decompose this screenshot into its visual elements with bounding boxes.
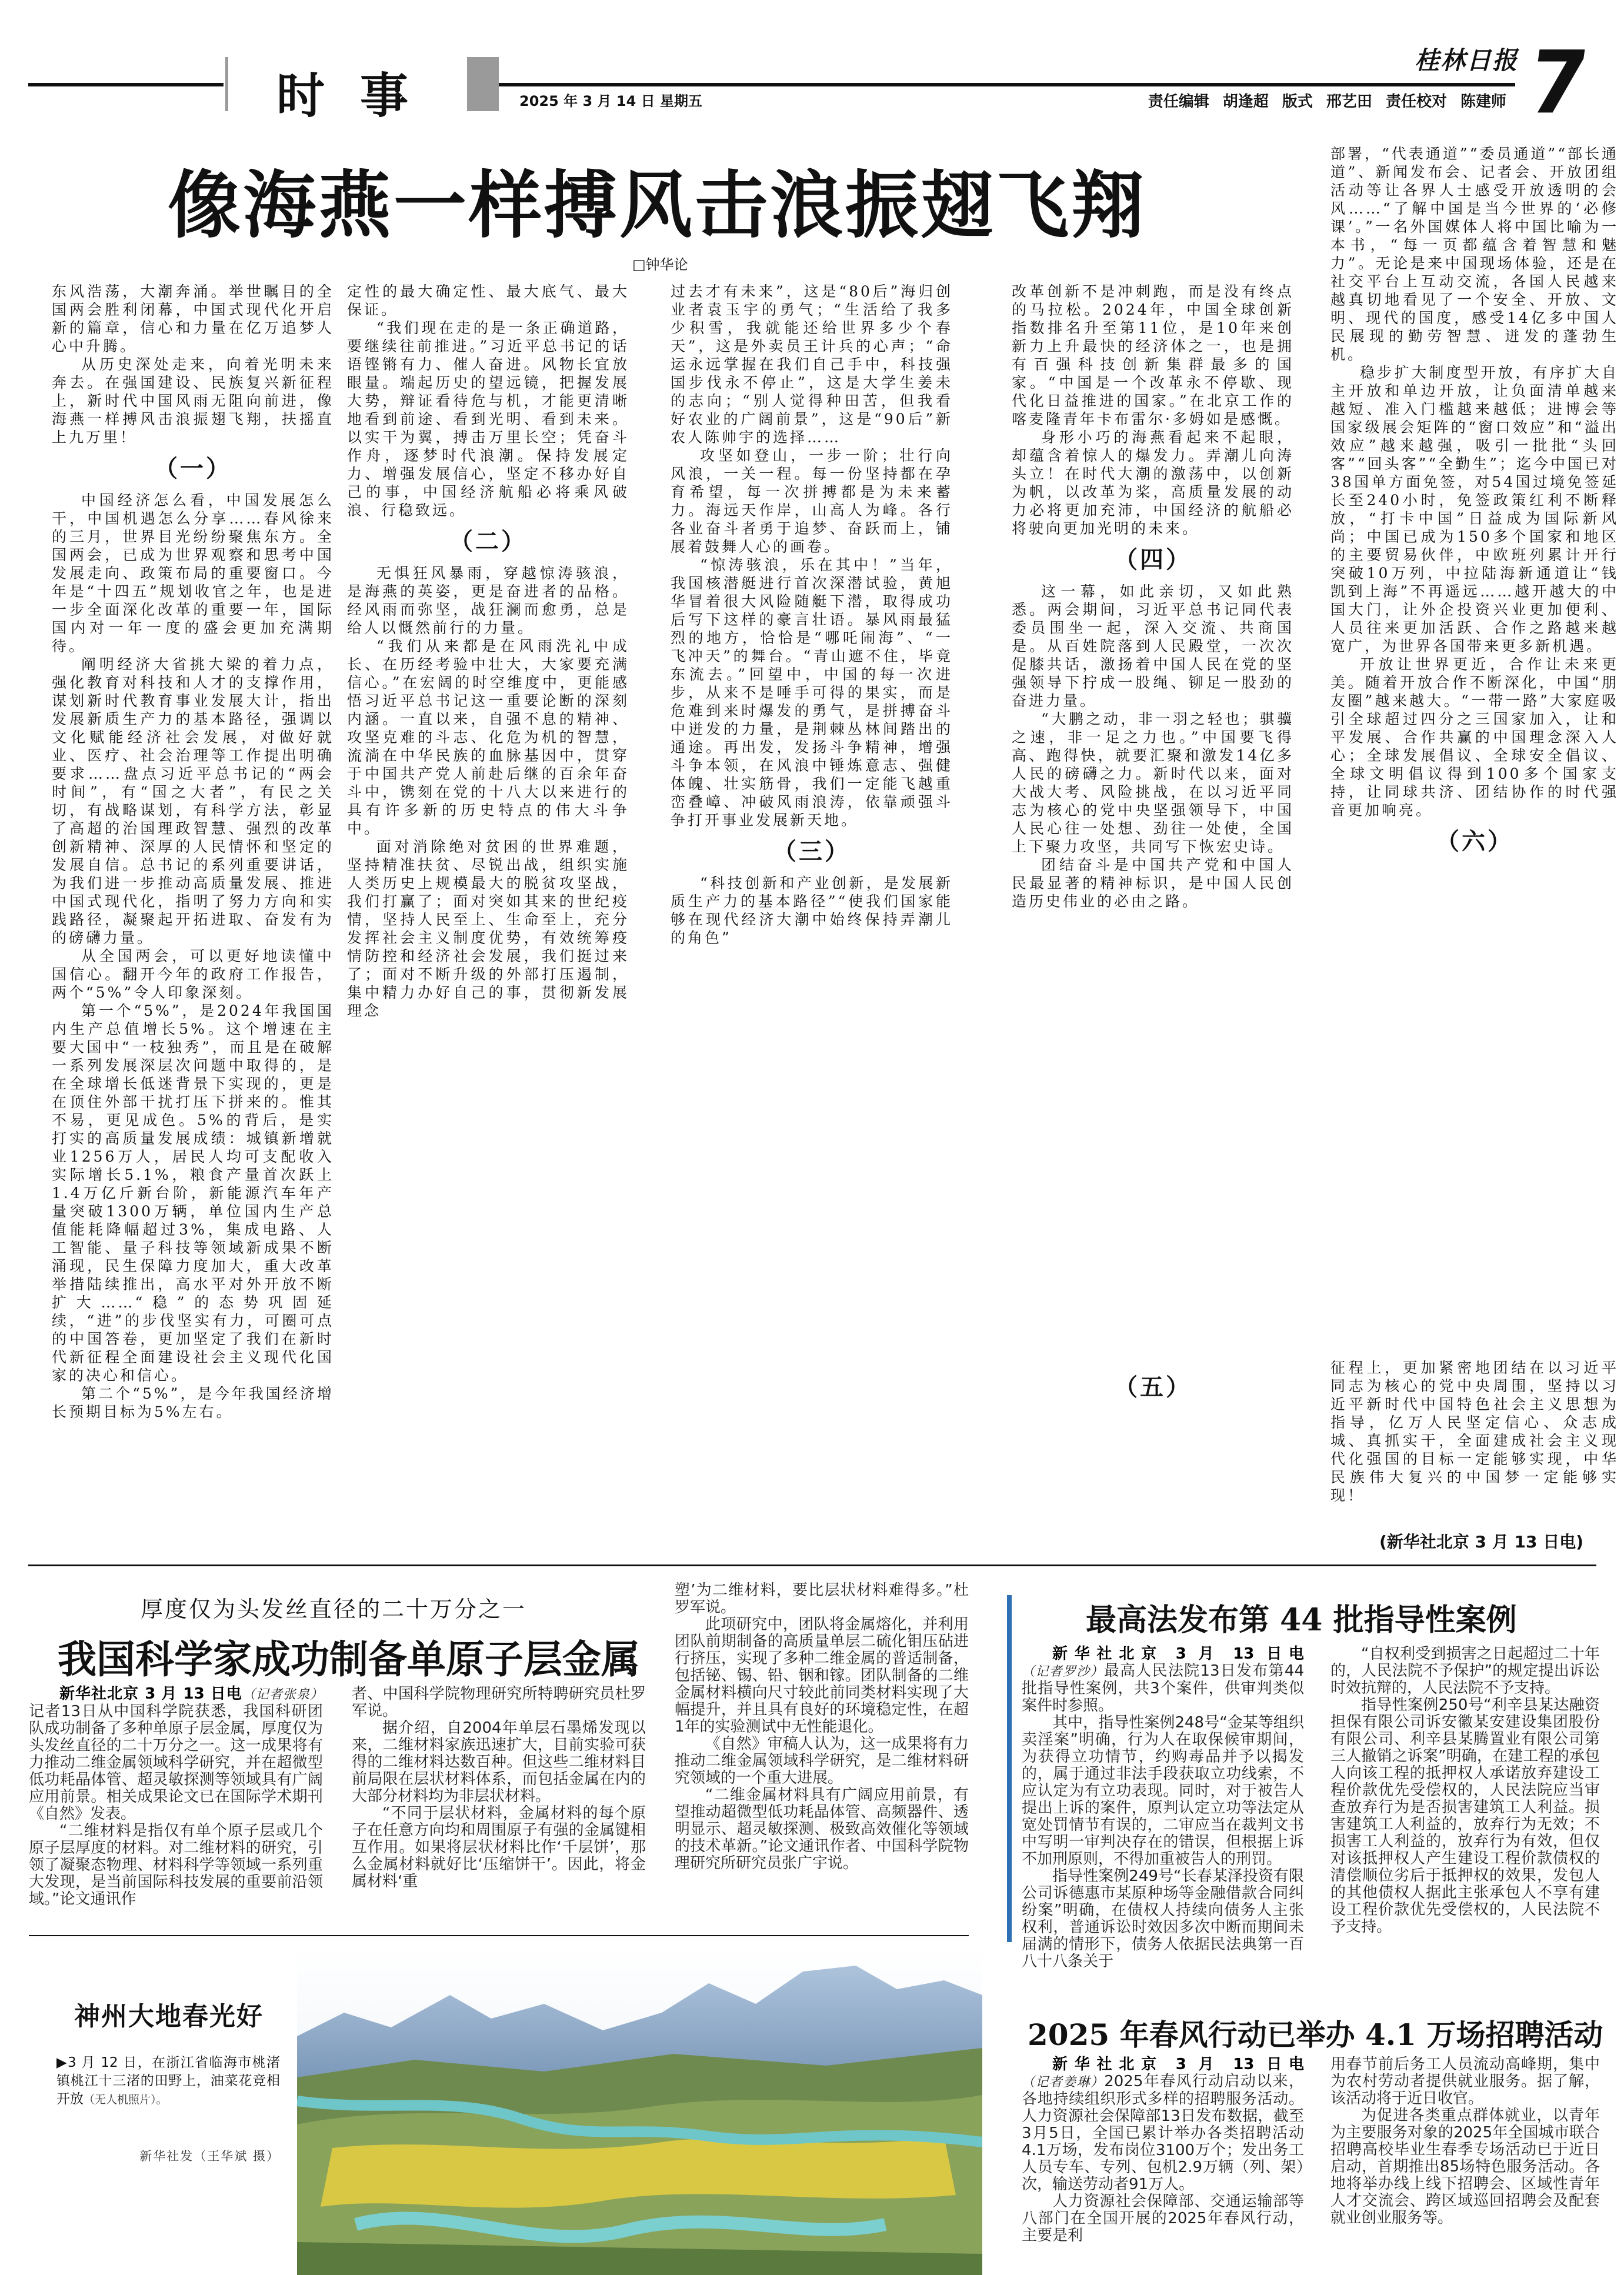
paragraph: 指导性案例250号“利辛县某达融资担保有限公司诉安徽某安建设集团股份有限公司、利辛县某腾置业有限公司第三人撤销之诉案”明确，在建工程的承包人向该工程的抵押权人承诺放弃建设工程价款优先受偿权的，人民法院应当审查放弃行为是否损害建筑工人利益。损害建筑工人利益的，放弃行为无效；不损害工人利益的，放弃行为有效，但仅对该抵押权人产生建设工程价款债权的清偿顺位劣后于抵押权的效果，发包人的其他债权人据此主张承包人不享有建设工程价款优先受偿权的，人民法院不予支持。	[1330, 1696, 1600, 1936]
dateline: 新华社北京 3 月 13 日电	[59, 1685, 242, 1703]
paragraph: 此项研究中，团队将金属熔化，并利用团队前期制备的高质量单层二硫化钼压砧进行挤压，实现了多种二维金属的普适制备，包括铋、锡、铅、铟和镓。团队制备的二维金属材料横向尺寸较此前同类材料实现了大幅提升，并且具有良好的环境稳定性，在超1年的实验测试中无性能退化。	[675, 1616, 969, 1736]
reporter-credit: （记者罗沙）	[1022, 1664, 1104, 1679]
commentary-column-5	[1330, 145, 1619, 819]
closing-paragraph: 征程上，更加紧密地团结在以习近平同志为核心的党中央周围，坚持以习近平新时代中国特色社会主义思想为指导，亿万人民坚定信心、众志成城、真抓实干，全面建成社会主义现代化强国的目标一定能够实现，中华民族伟大复兴的中国梦一定能够实现！	[1330, 1359, 1619, 1504]
science-title: 我国科学家成功制备单原子层金属	[58, 1636, 640, 1682]
paragraph: 过去才有未来”，这是“80后”海归创业者袁玉宇的勇气；“生活给了我多少积雪，我就能还给世界多少个春天”，这是外卖员王计兵的心声；“命运永远掌握在我们自己手中，科技强国步伐永不停止”，这是大学生姜未的志向；“别人觉得种田苦，但我看好农业的广阔前景”，这是“90后”新农人陈帅宇的选择……	[671, 283, 953, 446]
paragraph: 人力资源社会保障部、交通运输部等八部门在全国开展的2025年春风行动，主要是利	[1022, 2193, 1304, 2244]
paragraph: “不同于层状材料，金属材料的每个原子在任意方向均和周围原子有强的金属键相互作用。如果将层状材料比作‘千层饼’，那么金属材料就好比‘压缩饼干’。因此，将金属材料‘重	[352, 1804, 646, 1890]
paragraph: 改革创新不是冲刺跑，而是没有终点的马拉松。2024年，中国全球创新指数排名升至第11位，是10年来创新力上升最快的经济体之一，也是拥有百强科技创新集群最多的国家。“中国是一个改革永不停歇、现代化日益推进的国家。”在北京工作的喀麦隆青年卡布雷尔·多姆如是感慨。	[1012, 283, 1294, 428]
paragraph: 团结奋斗是中国共产党和中国人民最显著的精神标识，是中国人民创造历史伟业的必由之路。	[1012, 856, 1294, 910]
issue-date: 2025 年 3 月 14 日 星期五	[519, 93, 703, 109]
science-column-3	[675, 1582, 969, 1872]
paragraph: 这一幕，如此亲切，又如此熟悉。两会期间，习近平总书记同代表委员围坐一起，深入交流、共商国是。从百姓院落到人民殿堂，一次次促膝共话，激扬着中国人民在党的坚强领导下拧成一股绳、铆足一股劲的奋进力量。	[1012, 583, 1294, 709]
rapeseed-field-aerial-photo	[297, 1948, 982, 2275]
science-column-2	[352, 1686, 646, 1890]
paragraph: 第二个“5%”，是今年我国经济增长预期目标为5%左右。	[52, 1385, 334, 1420]
photo-credit: 新华社发（王华斌 摄）	[139, 2149, 280, 2163]
jobs-column-2	[1330, 2056, 1600, 2227]
photo-caption	[56, 2054, 280, 2109]
court-title: 最高法发布第 44 批指导性案例	[1086, 1602, 1517, 1638]
paragraph: 部署，“代表通道”“委员通道”“部长通道”、新闻发布会、记者会、开放团组活动等让各界人士感受开放透明的会风……“了解中国是当今世界的‘必修课’。”一名外国媒体人将中国比喻为一本书，“每一页都蕴含着智慧和魅力”。无论是来中国现场体验，还是在社交平台上互动交流，各国人民越来越真切地看见了一个安全、开放、文明、现代的国度，感受14亿多中国人民展现的勤劳智慧、迸发的蓬勃生机。	[1330, 145, 1619, 363]
section-heading: （一）	[154, 455, 232, 482]
commentary-byline: □钟华论	[632, 256, 688, 273]
commentary-column-2	[347, 282, 629, 1020]
paragraph: 从历史深处走来，向着光明未来奔去。在强国建设、民族复兴新征程上，新时代中国风雨无阻向前进，像海燕一样搏风击浪振翅飞翔，扶摇直上九万里！	[52, 356, 334, 446]
caption-text: ▶3 月 12 日，在浙江省临海市桃渚镇桃江十三渚的田野上，油菜花竞相开放	[56, 2055, 280, 2107]
reporter-credit: （记者张泉）	[242, 1687, 323, 1702]
commentary-end-byline: (新华社北京 3 月 13 日电)	[1379, 1532, 1584, 1552]
section-heading-five: （五）	[1114, 1374, 1192, 1401]
paragraph: 开放让世界更近，合作让未来更美。随着开放合作不断深化，中国“朋友圈”越来越大。“一带一路”大家庭吸引全球超过四分之三国家加入，让和平发展、合作共赢的中国理念深入人心；全球发展倡议、全球安全倡议、全球文明倡议得到100多个国家支持，让同球共济、团结协作的时代强音更加响亮。	[1330, 656, 1619, 819]
paragraph: “二维材料是指仅有单个原子层或几个原子层厚度的材料。对二维材料的研究，引领了凝聚态物理、材料科学等领域一系列重大发现，是当前国际科技发展的重要前沿领域。”论文通讯作	[29, 1822, 323, 1908]
jobs-title: 2025 年春风行动已举办 4.1 万场招聘活动	[1028, 2017, 1603, 2052]
paragraph: 面对消除绝对贫困的世界难题，坚持精准扶贫、尽锐出战，组织实施人类历史上规模最大的脱贫攻坚战，我们打赢了；面对突如其来的世纪疫情，坚持人民至上、生命至上，充分发挥社会主义制度优势，有效统筹疫情防控和经济社会发展，我们挺过来了；面对不断升级的外部打压遏制，集中精力办好自己的事，贯彻新发展理念	[347, 838, 629, 1019]
commentary-column-4	[1012, 282, 1294, 910]
commentary-headline: 像海燕一样搏风击浪振翅飞翔	[168, 164, 1147, 248]
commentary-closing	[1330, 1359, 1619, 1505]
section-heading: （四）	[1114, 546, 1192, 573]
section-heading: （三）	[773, 838, 851, 865]
science-subtitle: 厚度仅为头发丝直径的二十万分之一	[141, 1596, 527, 1622]
caption-note: （无人机照片）。	[84, 2093, 168, 2106]
paragraph: 记者13日从中国科学院获悉，我国科研团队成功制备了多种单原子层金属，厚度仅为头发丝直径的二十万分之一。这一成果将有力推动二维金属领域科学研究，并在超微型低功耗晶体管、超灵敏探测等领域具有广阔应用前景。相关成果论文已在国际学术期刊《自然》发表。	[29, 1703, 323, 1823]
paragraph: 第一个“5%”，是2024年我国国内生产总值增长5%。这个增速在主要大国中“一枝独秀”，而且是在破解一系列发展深层次问题中取得的，是在全球增长低迷背景下实现的，更是在顶住外部干扰打压下拼来的。惟其不易，更见成色。5%的背后，是实打实的高质量发展成绩：城镇新增就业1256万人，居民人均可支配收入实际增长5.1%，粮食产量首次跃上1.4万亿斤新台阶，新能源汽车年产量突破1300万辆，单位国内生产总值能耗降幅超过3%，集成电路、人工智能、量子科技等领域新成果不断涌现，民生保障力度加大，重大改革举措陆续推出，高水平对外开放不断扩大……“稳”的态势巩固延续，“进”的步伐坚实有力，可圈可点的中国答卷，更加坚定了我们在新时代新征程全面建设社会主义现代化国家的决心和信心。	[52, 1002, 334, 1384]
paragraph: 东风浩荡，大潮奔涌。举世瞩目的全国两会胜利闭幕，中国式现代化开启新的篇章，信心和力量在亿万追梦人心中升腾。	[52, 283, 334, 355]
paragraph: “科技创新和产业创新，是发展新质生产力的基本路径”“使我们国家能够在现代经济大潮中始终保持弄潮儿的角色”	[671, 875, 953, 946]
section-heading: （二）	[449, 528, 527, 555]
dateline: 新华社北京 3 月 13 日电	[1052, 2056, 1304, 2073]
commentary-column-5-wrapper	[1330, 145, 1619, 864]
header-rule-left	[28, 83, 224, 86]
header-gray-bar	[467, 57, 499, 111]
science-column-1	[29, 1686, 323, 1908]
dateline: 新华社北京 3 月 13 日电	[1052, 1645, 1304, 1663]
page-number: 7	[1522, 32, 1594, 134]
header-divider	[225, 57, 228, 111]
newspaper-logo: 桂林日报	[1415, 46, 1519, 75]
paragraph: 2025年春风行动启动以来，各地持续组织形式多样的招聘服务活动。人力资源社会保障部13日发布数据，截至3月5日，全国已累计举办各类招聘活动4.1万场，发布岗位3100万个；发出务工人员专车、专列、包机2.9万辆（列、架）次，输送劳动者91万人。	[1022, 2073, 1304, 2193]
paragraph: 最高人民法院13日发布第44批指导性案例，共3个案件，供审判类似案件时参照。	[1022, 1662, 1304, 1714]
paragraph: 中国经济怎么看，中国发展怎么干，中国机遇怎么分享……春风徐来的三月，世界目光纷纷聚焦东方。全国两会，已成为世界观察和思考中国发展走向、政策布局的重要窗口。今年是“十四五”规划收官之年，也是进一步全面深化改革的重要一年，国际国内对一年一度的盛会更加充满期待。	[52, 492, 334, 655]
paragraph: 稳步扩大制度型开放，有序扩大自主开放和单边开放，让负面清单越来越短、准入门槛越来越低；进博会等国家级展会矩阵的“窗口效应”和“溢出效应”越来越强，吸引一批批“头回客”“回头客”“全勤生”；迄今中国已对38国单方面免签，对54国过境免签延长至240小时，免签政策红利不断释放，“打卡中国”日益成为国际新风尚；中国已成为150多个国家和地区的主要贸易伙伴，中欧班列累计开行突破10万列，中拉陆海新通道让“钱凯到上海”不再遥远……越开越大的中国大门，让外企投资兴业更加便利、人员往来更加活跃、合作之路越来越宽广，为世界各国带来更多新机遇。	[1330, 364, 1619, 655]
paragraph: 其中，指导性案例248号“金某等组织卖淫案”明确，行为人在取保候审期间，为获得立功情节，约购毒品并予以揭发的，属于通过非法手段获取立功线索，不应认定为有立功表现。同时，对于被告人提出上诉的案件，原判认定立功等法定从宽处罚情节有误的，二审应当在裁判文书中写明一审判决存在的错误，但根据上诉不加刑原则，不得加重被告人的刑罚。	[1022, 1714, 1304, 1868]
paragraph: 用春节前后务工人员流动高峰期，集中为农村劳动者提供就业服务。据了解，该活动将于近日收官。	[1330, 2056, 1600, 2107]
paragraph: “自权利受到损害之日起超过二十年的，人民法院不予保护”的规定提出诉讼时效抗辩的，人民法院不予支持。	[1330, 1645, 1600, 1697]
paragraph: 身形小巧的海燕看起来不起眼，却蕴含着惊人的爆发力。弄潮儿向涛头立！在时代大潮的激荡中，以创新为帆，以改革为桨，高质量发展的动力必将更加充沛，中国经济的航船必将驶向更加光明的未来。	[1012, 429, 1294, 537]
paragraph: 《自然》审稿人认为，这一成果将有力推动二维金属领域科学研究，是二维材料研究领域的一个重大进展。	[675, 1735, 969, 1787]
paragraph: “我们从来都是在风雨洗礼中成长、在历经考验中壮大，大家要充满信心。”在宏阔的时空维度中，更能感悟习近平总书记这一重要论断的深刻内涵。一直以来，自强不息的精神、攻坚克难的斗志、化危为机的智慧，流淌在中华民族的血脉基因中，贯穿于中国共产党人前赴后继的百余年奋斗中，镌刻在党的十八大以来进行的具有许多新的历史特点的伟大斗争中。	[347, 638, 629, 837]
paragraph: 攻坚如登山，一步一阶；壮行向风浪，一关一程。每一份坚持都在孕育希望，每一次拼搏都是为未来蓄力。海远天作岸，山高人为峰。各行各业奋斗者勇于追梦、奋跃而上，铺展着鼓舞人心的画卷。	[671, 447, 953, 555]
section-divider	[28, 1565, 1596, 1566]
jobs-column-1	[1022, 2056, 1304, 2244]
paragraph: 者、中国科学院物理研究所特聘研究员杜罗军说。	[352, 1685, 646, 1720]
paragraph: 据介绍，自2004年单层石墨烯发现以来，二维材料家族迅速扩大，目前实验可获得的二维材料达数百种。但这些二维材料目前局限在层状材料体系，而包括金属在内的大部分材料均为非层状材料。	[352, 1719, 646, 1805]
paragraph: 从全国两会，可以更好地读懂中国信心。翻开今年的政府工作报告，两个“5%”令人印象深刻。	[52, 948, 334, 1001]
editor-credits: 责任编辑 胡逢超 版式 邢艺田 责任校对 陈建师	[1148, 93, 1506, 111]
paragraph: “大鹏之动，非一羽之轻也；骐骥之速，非一足之力也。”中国要飞得高、跑得快，就要汇聚和激发14亿多人民的磅礴之力。新时代以来，面对大战大考、风险挑战，在以习近平同志为核心的党中央坚强领导下，中国人民心往一处想、劲往一处使，全国上下聚力攻坚，共同写下恢宏史诗。	[1012, 710, 1294, 855]
paragraph: 塑’为二维材料，要比层状材料难得多。”杜罗军说。	[675, 1582, 969, 1616]
reporter-credit: （记者姜琳）	[1022, 2075, 1105, 2090]
header-rule-right	[499, 83, 1515, 86]
paragraph: “二维金属材料具有广阔应用前景，有望推动超微型低功耗晶体管、高频器件、透明显示、超灵敏探测、极致高效催化等领域的技术革新。”论文通讯作者、中国科学院物理研究所研究员张广宇说。	[675, 1786, 969, 1872]
commentary-column-3	[671, 282, 953, 947]
science-bottom-rule	[29, 1935, 969, 1936]
commentary-column-1	[52, 282, 334, 1421]
paragraph: 无惧狂风暴雨，穿越惊涛骇浪，是海燕的英姿，更是奋进者的品格。经风雨而弥坚，战狂澜而愈勇，总是给人以慨然前行的力量。	[347, 565, 629, 636]
paragraph: 定性的最大确定性、最大底气、最大保证。	[347, 283, 629, 318]
paragraph: “我们现在走的是一条正确道路，要继续往前推进。”习近平总书记的话语铿锵有力、催人奋进。风物长宜放眼量。端起历史的望远镜，把握发展大势，辩证看待危与机，才能更清晰地看到前途、看到光明、看到未来。以实干为翼，搏击万里长空；凭奋斗作舟，逐梦时代浪潮。保持发展定力、增强发展信心，坚定不移办好自己的事，中国经济航船必将乘风破浪、行稳致远。	[347, 319, 629, 519]
paragraph: 阐明经济大省挑大梁的着力点，强化教育对科技和人才的支撑作用，谋划新时代教育事业发展大计，指出发展新质生产力的基本路径，强调以文化赋能经济社会发展，对做好就业、医疗、社会治理等工作提出明确要求……盘点习近平总书记的“两会时间”，有“国之大者”，有民之关切，有战略谋划，有科学方法，彰显了高超的治国理政智慧、强烈的改革创新精神、深厚的人民情怀和坚定的发展自信。总书记的系列重要讲话，为我们进一步推动高质量发展、推进中国式现代化，指明了努力方向和实践路径，凝聚起开拓进取、奋发有为的磅礴力量。	[52, 656, 334, 946]
section-heading-six: （六）	[1436, 828, 1513, 855]
paragraph: “惊涛骇浪，乐在其中！”当年，我国核潜艇进行首次深潜试验，黄旭华冒着很大风险随艇下潜，取得成功后写下这样的豪言壮语。暴风雨最猛烈的地方，恰恰是“哪吒闹海”、“一飞冲天”的舞台。“青山遮不住，毕竟东流去。”回望中，中国的每一次进步，从来不是唾手可得的果实，而是危难到来时爆发的勇气，是拼搏奋斗中迸发的力量，是荆棘丛林间踏出的通途。再出发，发扬斗争精神，增强斗争本领，在风浪中锤炼意志、强健体魄、壮实筋骨，我们一定能飞越重峦叠嶂、冲破风雨浪涛，依靠顽强斗争打开事业发展新天地。	[671, 556, 953, 829]
paragraph: 指导性案例249号“长春某泽投资有限公司诉德惠市某原种场等金融借款合同纠纷案”明确，在债权人持续向债务人主张权利，普通诉讼时效因多次中断而期间未届满的情形下，债务人依据民法典第一百八十八条关于	[1022, 1867, 1304, 1970]
court-column-1	[1022, 1646, 1304, 1970]
photo-feature-title: 神州大地春光好	[74, 2002, 264, 2032]
paragraph: 为促进各类重点群体就业，以青年为主要服务对象的2025年全国城市联合招聘高校毕业生春季专场活动已于近日启动，首期推出85场特色服务活动。各地将举办线上线下招聘会、区域性青年人才交流会、跨区域巡回招聘会及配套就业创业服务等。	[1330, 2107, 1600, 2227]
section-name: 时事	[276, 68, 444, 124]
accent-bar	[1007, 1595, 1012, 1942]
court-column-2	[1330, 1646, 1600, 1936]
